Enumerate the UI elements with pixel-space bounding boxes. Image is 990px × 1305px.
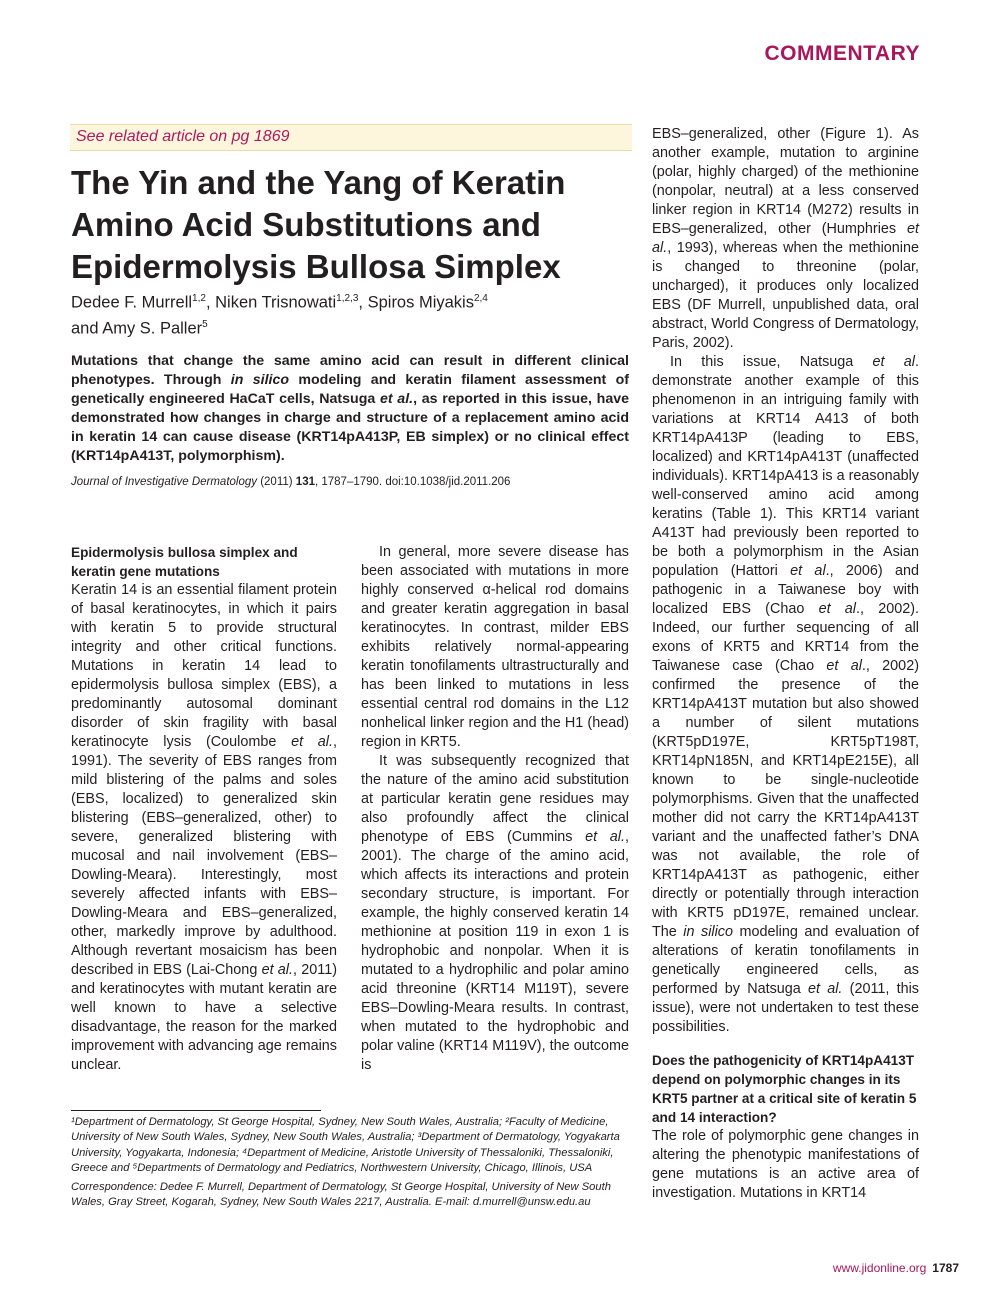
correspondence-footnote: Correspondence: Dedee F. Murrell, Department of Dermatology, St George Hospital, University of New South Wales, Gray Street, Kogarah, Sydney, New South Wales 2217, Australia. E-mail: d.murrell@unsw.edu.au xyxy=(71,1181,611,1209)
paragraph: EBS–generalized, other (Figure 1). As another example, mutation to arginine (polar, highly charged) of the methionine (nonpolar, neutral) at a less conserved linker region in KRT14 (M272) results in EBS–generalized, other (Humphries et al., 1993), whereas when the methionine is changed to threonine (polar, uncharged), it produces only localized EBS (DF Murrell, unpublished data, oral abstract, World Congress of Dermatology, Paris, 2002). xyxy=(652,126,919,351)
body-column-1 xyxy=(71,543,337,1075)
abstract: Mutations that change the same amino acid can result in different clinical phenotypes. Through in silico modeling and keratin filament assessment of genetically engineered HaCaT cells, Natsuga et al., as reported in this issue, have demonstrated how changes in charge and structure of a replacement amino acid in keratin 14 can cause disease (KRT14pA413P, EB simplex) or no clinical effect (KRT14pA413T, polymorphism). xyxy=(71,353,630,464)
journal-url-link[interactable]: www.jidonline.org xyxy=(832,1261,927,1275)
footnotes xyxy=(71,1115,631,1215)
author-affiliation: 5 xyxy=(202,318,208,330)
author-name: Dedee F. Murrell xyxy=(71,293,193,312)
related-article-banner[interactable] xyxy=(70,124,632,151)
article-title: The Yin and the Yang of Keratin Amino Acid Substitutions and Epidermolysis Bullosa Simplex xyxy=(71,164,566,285)
body-column-3 xyxy=(652,125,919,1203)
section-heading: Does the pathogenicity of KRT14pA413T depend on polymorphic changes in its KRT5 partner at a critical site of keratin 5 and 14 interaction? xyxy=(652,1053,917,1125)
author-list: Dedee F. Murrell$^{1,2}$, Niken Trisnowati$^{1,2,3}$, Spiros Miyakis$^{2,4}$ and Amy S. Paller$^5$ xyxy=(71,293,488,337)
section-label: COMMENTARY xyxy=(764,42,920,65)
page-footer xyxy=(833,1261,959,1275)
author-affiliation: 2,4 xyxy=(473,293,488,304)
paragraph: Keratin 14 is an essential filament protein of basal keratinocytes, in which it pairs with keratin 5 to provide structural integrity and other critical functions. Mutations in keratin 14 lead to epidermolysis bullosa simplex (EBS), a predominantly autosomal dominant disorder of skin fragility with basal keratinocyte lysis (Coulombe et al., 1991). The severity of EBS ranges from mild blistering of the palms and soles (EBS, localized) to generalized skin blistering (EBS–generalized, other) to severe, generalized blistering with mucosal and nail involvement (EBS–Dowling-Meara). Interestingly, most severely affected infants with EBS–Dowling-Meara and EBS–generalized, other, markedly improve by adulthood. Although revertant mosaicism has been described in EBS (Lai-Chong et al., 2011) and keratinocytes with mutant keratin are well known to have a selective disadvantage, the reason for the marked improvement with advancing age remains unclear. xyxy=(71,582,338,1073)
author-name: Spiros Miyakis xyxy=(367,293,474,312)
section-heading: Epidermolysis bullosa simplex and keratin gene mutations xyxy=(71,545,298,579)
author-affiliation: 1,2,3 xyxy=(336,293,359,304)
footnote-divider xyxy=(71,1110,321,1111)
affiliations-footnote: ¹Department of Dermatology, St George Hospital, Sydney, New South Wales, Australia; ²Faculty of Medicine, University of New South Wales, Sydney, New South Wales, Australia; ³Department of Dermatology, Yogyakarta University, Yogyakarta, Indonesia; ⁴Department of Medicine, Aristotle University of Thessaloniki, Thessaloniki, Greece and ⁵Departments of Dermatology and Pediatrics, Northwestern University, Chicago, Illinois, USA xyxy=(71,1116,620,1174)
author-name: Niken Trisnowati xyxy=(215,293,337,312)
body-column-2 xyxy=(361,543,629,1075)
citation: Journal of Investigative Dermatology (2011) 131, 1787–1790. doi:10.1038/jid.2011.206 xyxy=(71,476,511,488)
paragraph: The role of polymorphic gene changes in altering the phenotypic manifestations of gene mutations is an active area of investigation. Mutations in KRT14 xyxy=(652,1128,919,1201)
paragraph: It was subsequently recognized that the nature of the amino acid substitution at particular keratin gene residues may also profoundly affect the clinical phenotype of EBS (Cummins et al., 2001). The charge of the amino acid, which affects its interactions and protein secondary structure, is important. For example, the highly conserved keratin 14 methionine at position 119 in exon 1 is hydrophobic and nonpolar. When it is mutated to a hydrophilic and polar amino acid threonine (KRT14 M119T), severe EBS–Dowling-Meara results. In contrast, when mutated to the hydrophobic and polar valine (KRT14 M119V), the outcome is xyxy=(361,753,629,1073)
author-affiliation: 1,2 xyxy=(192,293,206,304)
page-number: 1787 xyxy=(932,1261,959,1275)
journal-name: Journal of Investigative Dermatology xyxy=(71,476,258,488)
volume: 131 xyxy=(295,476,315,488)
paragraph: In general, more severe disease has been associated with mutations in more highly conserved α-helical rod domains and greater keratin aggregation in basal keratinocytes. In contrast, milder EBS exhibits relatively normal-appearing keratin tonofilaments ultrastructurally and has been linked to mutations in less essential central rod domains in the L12 nonhelical linker region and the H1 (head) region in KRT5. xyxy=(361,544,629,750)
related-article-link[interactable]: See related article on pg 1869 xyxy=(76,128,290,145)
paragraph: In this issue, Natsuga et al. demonstrate another example of this phenomenon in an intriguing family with variations at KRT14 A413 of both KRT14pA413P (leading to EBS, localized) and KRT14pA413T (unaffected individuals). KRT14pA413 is a reasonably well-conserved amino acid among keratins (Table 1). This KRT14 variant A413T had previously been reported to be both a polymorphism in the Asian population (Hattori et al., 2006) and pathogenic in a Taiwanese boy with localized EBS (Chao et al., 2002). Indeed, our further sequencing of all exons of KRT5 and KRT14 from the Taiwanese case (Chao et al., 2002) confirmed the presence of the KRT14pA413T mutation but also showed a number of silent mutations (KRT5pD197E, KRT5pT198T, KRT14pN185N, and KRT14pE215E), all known to be single-nucleotide polymorphisms. Given that the unaffected mother did not carry the KRT14pA413T variant and the unaffected father’s DNA was not available, the role of KRT14pA413T as pathogenic, either directly or potentially through interaction with KRT5 pD197E, remained unclear. The in silico modeling and evaluation of alterations of keratin tonofilaments in genetically engineered cells, as performed by Natsuga et al. (2011, this issue), were not undertaken to test these possibilities. xyxy=(652,354,920,1035)
author-name: and Amy S. Paller xyxy=(71,319,203,337)
